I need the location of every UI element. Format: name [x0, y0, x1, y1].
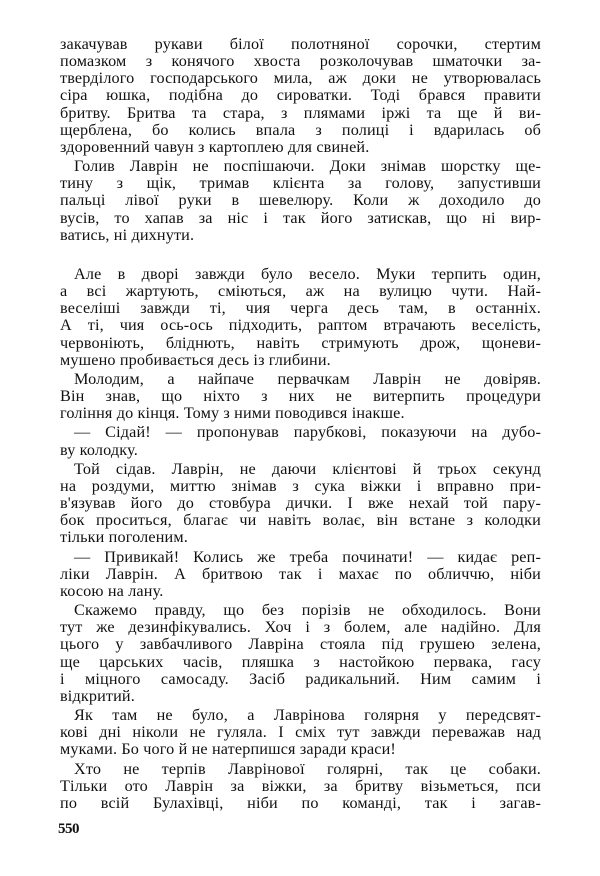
text-line: цього у завбачливого Лавріна стояла під грушею зелена, [60, 636, 541, 654]
text-line: тут же дезинфікувались. Хоч і з болем, але надійно. Для [60, 619, 541, 637]
text-line: Скажемо правду, що без порізів не обходилось. Вони [74, 602, 541, 620]
text-line: ще царських часів, пляшка з настойкою первака, гасу [60, 653, 541, 671]
text-line: помазком з конячого хвоста розколочував шматочки за- [60, 53, 541, 71]
text-line: Голив Лаврін не поспішаючи. Доки знімав шорстку ще- [74, 158, 541, 176]
text-line: по всій Булахівці, ніби по команді, так і загав- [60, 794, 541, 812]
paragraph [60, 707, 541, 758]
text-line: а всі жартують, сміються, аж на вулицю чути. Най- [60, 283, 541, 301]
text-line: Тільки ото Лаврін за віжки, за бритву візьметься, пси [60, 777, 541, 795]
paragraph [60, 424, 541, 458]
text-line: веселіші завжди ті, чия черга десь там, в останніх. [60, 300, 541, 318]
paragraph [60, 266, 541, 369]
paragraph [60, 549, 541, 600]
text-line: бок проситься, благає чи навіть волає, він встане з колодки [60, 512, 541, 530]
text-line: здоровенний чавун з картоплею для свиней. [60, 138, 370, 156]
text-line: — Привикай! Колись же треба починати! — кидає реп- [74, 548, 541, 566]
text-line: закачував рукави білої полотняної сорочки, стертим [60, 36, 541, 53]
text-line: Хто не терпів Лаврінової голярні, так це собаки. [74, 760, 541, 778]
paragraph [60, 158, 541, 244]
text-line: тину з щік, тримав клієнта за голову, запустивши [60, 175, 541, 193]
text-line: — Сідай! — пропонував парубкові, показуючи на дубо- [74, 424, 541, 442]
text-line: і міцного самосаду. Засіб радикальний. Ним самим і [60, 670, 541, 688]
text-line: Але в дворі завжди було весело. Муки терпить один, [74, 265, 541, 283]
text-line: тверділого господарського мила, аж доки не утворювалась [60, 70, 541, 88]
text-line: на роздуми, миттю знімав з сука віжки і вправно при- [60, 477, 541, 495]
page-number: 550 [58, 821, 79, 837]
paragraph [60, 602, 541, 705]
paragraph [60, 36, 541, 156]
text-line: бритву. Бритва та стара, з плямами іржі та ще й ви- [60, 104, 541, 122]
text-line: сіра юшка, подібна до сироватки. Тоді брався правити [60, 87, 541, 105]
text-line: гоління до кінця. Тому з ними поводився інакше. [60, 405, 405, 423]
text-line: косою на лану. [60, 582, 164, 600]
text-line: Як там не було, а Лаврінова голярня у передсвят- [74, 707, 541, 725]
paragraph [60, 461, 541, 547]
text-line: ву колодку. [60, 441, 138, 459]
text-line: Він знав, що ніхто з них не витерпить процедури [60, 388, 541, 406]
text-line: ватись, ні дихнути. [60, 226, 195, 244]
text-line: пальці лівої руки в шевелюру. Коли ж доходило до [60, 192, 541, 210]
text-line: муками. Бо чого й не натерпишся заради краси! [60, 741, 396, 759]
text-line: в'язував його до стовбура дички. І вже нехай той пару- [60, 495, 541, 513]
text-line: тільки поголеним. [60, 529, 188, 547]
text-line: мушено пробивається десь із глибини. [60, 351, 331, 369]
paragraph [60, 371, 541, 422]
text-line: А ті, чия ось-ось підходить, раптом втрачають веселість, [60, 317, 541, 335]
paragraph [60, 761, 541, 812]
text-line: вусів, то хапав за ніс і так його затискав, що ні вир- [60, 209, 541, 227]
text-line: щерблена, бо колись впала з полиці і вдарилась об [60, 121, 541, 139]
text-line: кові дні ніколи не гуляла. І сміх тут завжди переважав над [60, 724, 541, 742]
text-line: відкритий. [60, 687, 135, 705]
text-line: Молодим, а найпаче первачкам Лаврін не довіряв. [74, 370, 541, 388]
text-line: червоніють, бліднють, навіть стримують дрож, щоневи- [60, 334, 541, 352]
text-line: Той сідав. Лаврін, не даючи клієнтові й трьох секунд [74, 460, 541, 478]
text-line: ліки Лаврін. А бритвою так і махає по обличчю, ніби [60, 565, 541, 583]
